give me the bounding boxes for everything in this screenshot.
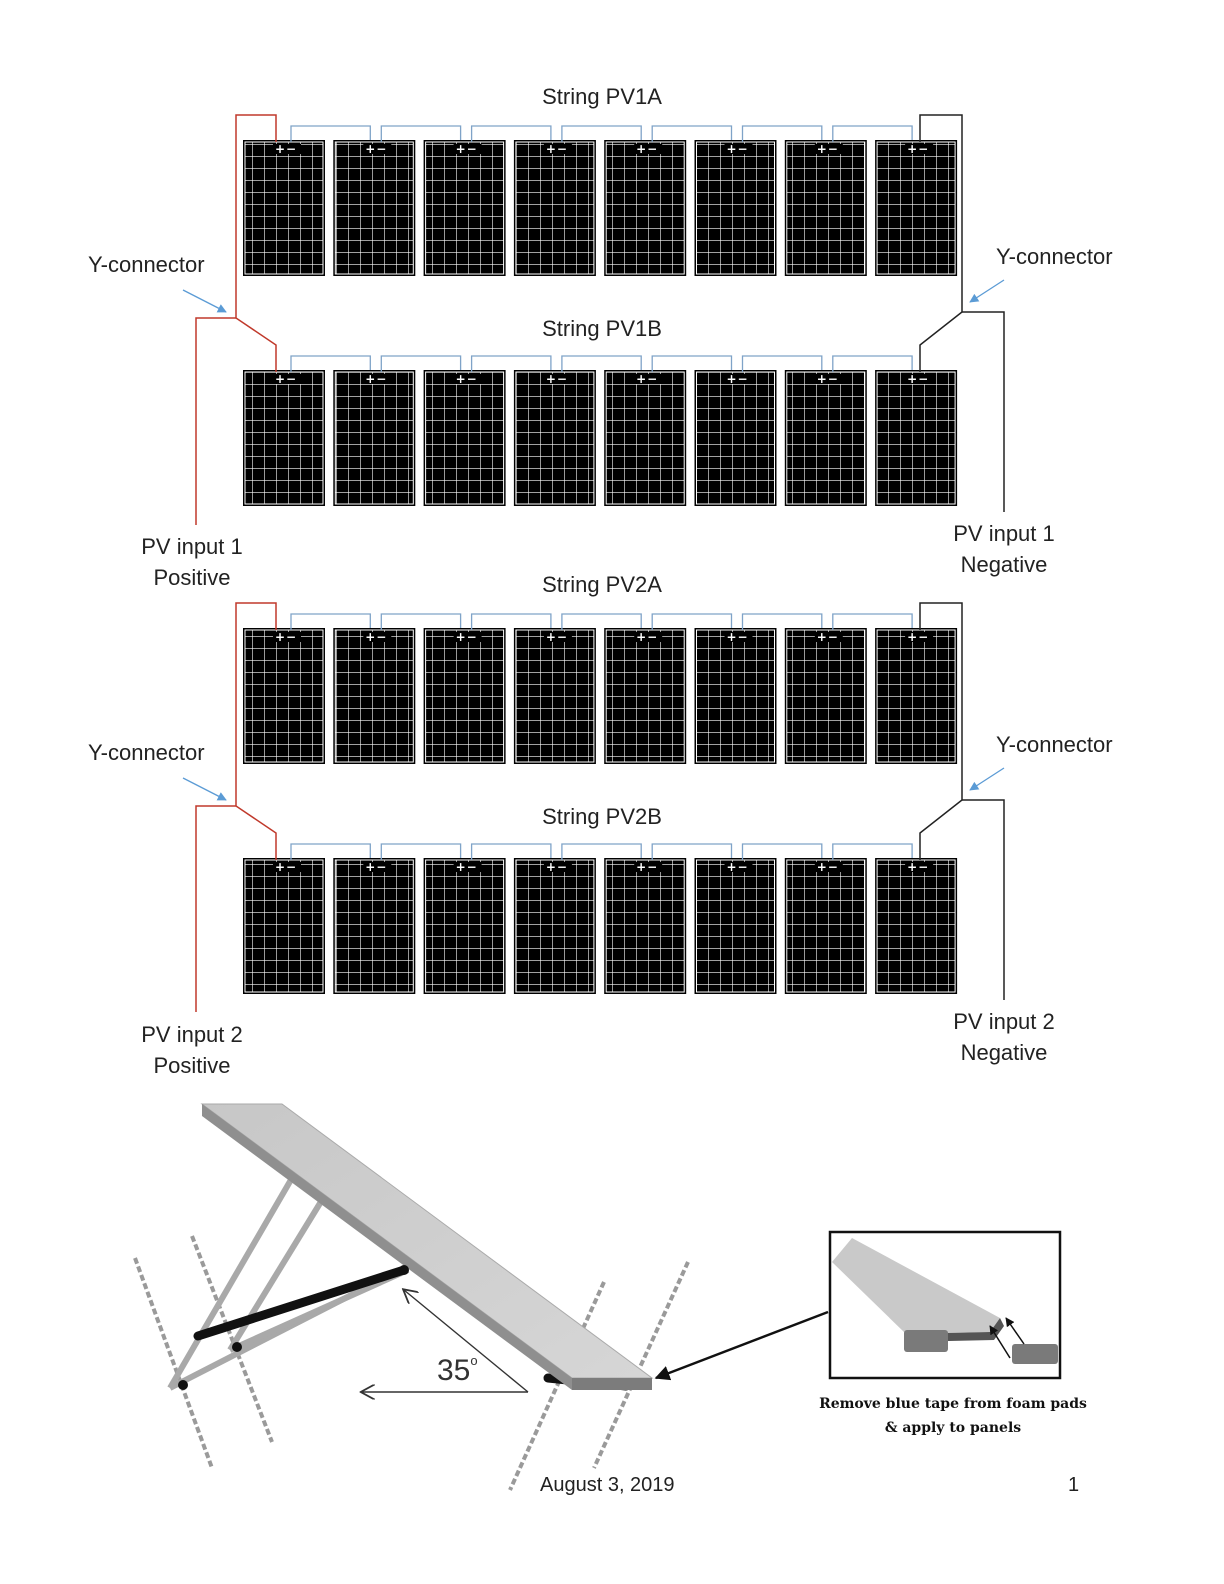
solar-panel: [514, 140, 596, 276]
solar-panel: [514, 858, 596, 994]
y-connector-label: Y-connector: [996, 244, 1113, 269]
series-wire: [562, 614, 641, 630]
solar-panel: [785, 858, 867, 994]
instruction-line2: & apply to panels: [884, 1420, 1022, 1436]
pv2-positive-line2: Positive: [153, 1053, 231, 1078]
minus-terminal: −: [918, 860, 929, 874]
minus-terminal: −: [376, 630, 387, 644]
minus-terminal: −: [737, 860, 748, 874]
panel-row-string-pv1a: [243, 126, 957, 276]
plus-terminal: +: [816, 630, 827, 644]
series-wire: [833, 356, 912, 372]
plus-terminal: +: [636, 630, 647, 644]
minus-terminal: −: [647, 372, 658, 386]
panel-row-string-pv2a: [243, 614, 957, 764]
minus-terminal: −: [376, 860, 387, 874]
solar-panel: [424, 370, 506, 506]
plus-terminal: +: [636, 860, 647, 874]
plus-terminal: +: [907, 860, 918, 874]
solar-panel: [695, 858, 777, 994]
minus-terminal: −: [376, 372, 387, 386]
solar-panel: [424, 140, 506, 276]
series-wire: [833, 614, 912, 630]
series-wire: [652, 844, 731, 860]
series-wire: [381, 614, 460, 630]
plus-terminal: +: [816, 142, 827, 156]
pv1-negative-line2: Negative: [960, 552, 1048, 577]
plus-terminal: +: [455, 372, 466, 386]
pv1-negative-label: [922, 518, 1086, 580]
solar-panel: [243, 628, 325, 764]
minus-terminal: −: [285, 142, 297, 156]
series-wire: [652, 614, 731, 630]
minus-terminal: −: [647, 860, 658, 874]
pv1-positive-line2: Positive: [153, 565, 231, 590]
solar-panel: [785, 628, 867, 764]
series-wire: [743, 126, 822, 142]
series-wire: [743, 356, 822, 372]
string-pv1a-label: String PV1A: [542, 84, 662, 109]
solar-panel: [333, 140, 415, 276]
y-connector-label: Y-connector: [88, 252, 205, 277]
foam-pad-instruction: [810, 1392, 1096, 1440]
series-wire: [381, 844, 460, 860]
page-number: 1: [1068, 1474, 1080, 1496]
solar-panel: [333, 370, 415, 506]
minus-terminal: −: [376, 142, 387, 156]
plus-terminal: +: [365, 142, 376, 156]
plus-terminal: +: [545, 372, 556, 386]
minus-terminal: −: [556, 372, 567, 386]
solar-panel: [695, 370, 777, 506]
solar-panel: [785, 140, 867, 276]
solar-panel: [424, 628, 506, 764]
tilt-angle-value: 35: [437, 1354, 471, 1387]
solar-panel: [695, 140, 777, 276]
y-connector-label: Y-connector: [996, 732, 1113, 757]
series-wire: [743, 844, 822, 860]
series-wire: [833, 126, 912, 142]
minus-terminal: −: [827, 860, 838, 874]
minus-terminal: −: [827, 372, 838, 386]
instruction-line1: Remove blue tape from foam pads: [819, 1396, 1087, 1412]
solar-panel: [604, 140, 686, 276]
plus-terminal: +: [274, 630, 286, 644]
series-wire: [381, 126, 460, 142]
string-pv1b-label: String PV1B: [542, 316, 662, 341]
series-wire: [291, 844, 370, 860]
plus-terminal: +: [545, 860, 556, 874]
plus-terminal: +: [726, 372, 737, 386]
solar-panel: [604, 628, 686, 764]
plus-terminal: +: [274, 860, 286, 874]
plus-terminal: +: [455, 860, 466, 874]
solar-panel: [424, 858, 506, 994]
tilt-angle-label: [437, 1354, 478, 1388]
pv2-positive-line1: PV input 2: [141, 1022, 243, 1047]
plus-terminal: +: [455, 630, 466, 644]
solar-panel: [243, 370, 325, 506]
plus-terminal: +: [907, 630, 918, 644]
plus-terminal: +: [455, 142, 466, 156]
pv2-negative-line1: PV input 2: [953, 1009, 1055, 1034]
plus-terminal: +: [636, 372, 647, 386]
minus-terminal: −: [737, 630, 748, 644]
panel-array: [243, 126, 957, 994]
solar-panel: [785, 370, 867, 506]
minus-terminal: −: [918, 372, 929, 386]
solar-panel: [695, 628, 777, 764]
plus-terminal: +: [816, 860, 827, 874]
panel-row-string-pv1b: [243, 356, 957, 506]
plus-terminal: +: [726, 142, 737, 156]
minus-terminal: −: [647, 142, 658, 156]
solar-panel: [514, 370, 596, 506]
plus-terminal: +: [907, 372, 918, 386]
series-wire: [743, 614, 822, 630]
solar-panel: [243, 140, 325, 276]
pv2-negative-label: [922, 1006, 1086, 1068]
minus-terminal: −: [647, 630, 658, 644]
string-pv2b-label: String PV2B: [542, 804, 662, 829]
series-wire: [652, 126, 731, 142]
plus-terminal: +: [274, 142, 286, 156]
minus-terminal: −: [827, 142, 838, 156]
solar-panel: [875, 370, 957, 506]
minus-terminal: −: [466, 142, 477, 156]
plus-terminal: +: [907, 142, 918, 156]
minus-terminal: −: [918, 142, 929, 156]
series-wire: [472, 356, 551, 372]
plus-terminal: +: [274, 372, 286, 386]
solar-panel: [604, 858, 686, 994]
series-wire: [833, 844, 912, 860]
y-connector-label: Y-connector: [88, 740, 205, 765]
pv1-positive-line1: PV input 1: [141, 534, 243, 559]
plus-terminal: +: [545, 630, 556, 644]
series-wire: [472, 844, 551, 860]
plus-terminal: +: [816, 372, 827, 386]
minus-terminal: −: [466, 630, 477, 644]
plus-terminal: +: [365, 630, 376, 644]
series-wire: [562, 126, 641, 142]
panel-row-string-pv2b: [243, 844, 957, 994]
pv2-positive-label: [110, 1019, 274, 1081]
minus-terminal: −: [556, 860, 567, 874]
solar-panel: [604, 370, 686, 506]
footer-date: August 3, 2019: [540, 1474, 675, 1496]
series-wire: [562, 844, 641, 860]
series-wire: [472, 126, 551, 142]
series-wire: [472, 614, 551, 630]
solar-panel: [514, 628, 596, 764]
minus-terminal: −: [556, 630, 567, 644]
pv1-negative-line1: PV input 1: [953, 521, 1055, 546]
series-wire: [291, 614, 370, 630]
series-wire: [291, 356, 370, 372]
string-pv2a-label: String PV2A: [542, 572, 662, 597]
minus-terminal: −: [827, 630, 838, 644]
solar-panel: [243, 858, 325, 994]
foam-pad-inset: [830, 1232, 1060, 1378]
solar-panel: [333, 628, 415, 764]
minus-terminal: −: [737, 142, 748, 156]
minus-terminal: −: [285, 630, 297, 644]
series-wire: [652, 356, 731, 372]
series-wire: [562, 356, 641, 372]
series-wire: [291, 126, 370, 142]
plus-terminal: +: [636, 142, 647, 156]
series-wire: [381, 356, 460, 372]
solar-panel: [875, 858, 957, 994]
pv1-positive-label: [110, 531, 274, 593]
minus-terminal: −: [466, 860, 477, 874]
plus-terminal: +: [726, 860, 737, 874]
minus-terminal: −: [285, 372, 297, 386]
plus-terminal: +: [726, 630, 737, 644]
degree-symbol: o: [470, 1353, 478, 1368]
mount-illustration: [135, 1104, 828, 1490]
minus-terminal: −: [737, 372, 748, 386]
plus-terminal: +: [545, 142, 556, 156]
plus-terminal: +: [365, 372, 376, 386]
solar-panel: [875, 140, 957, 276]
minus-terminal: −: [466, 372, 477, 386]
plus-terminal: +: [365, 860, 376, 874]
solar-panel: [333, 858, 415, 994]
solar-panel: [875, 628, 957, 764]
pv2-negative-line2: Negative: [960, 1040, 1048, 1065]
minus-terminal: −: [556, 142, 567, 156]
minus-terminal: −: [918, 630, 929, 644]
minus-terminal: −: [285, 860, 297, 874]
